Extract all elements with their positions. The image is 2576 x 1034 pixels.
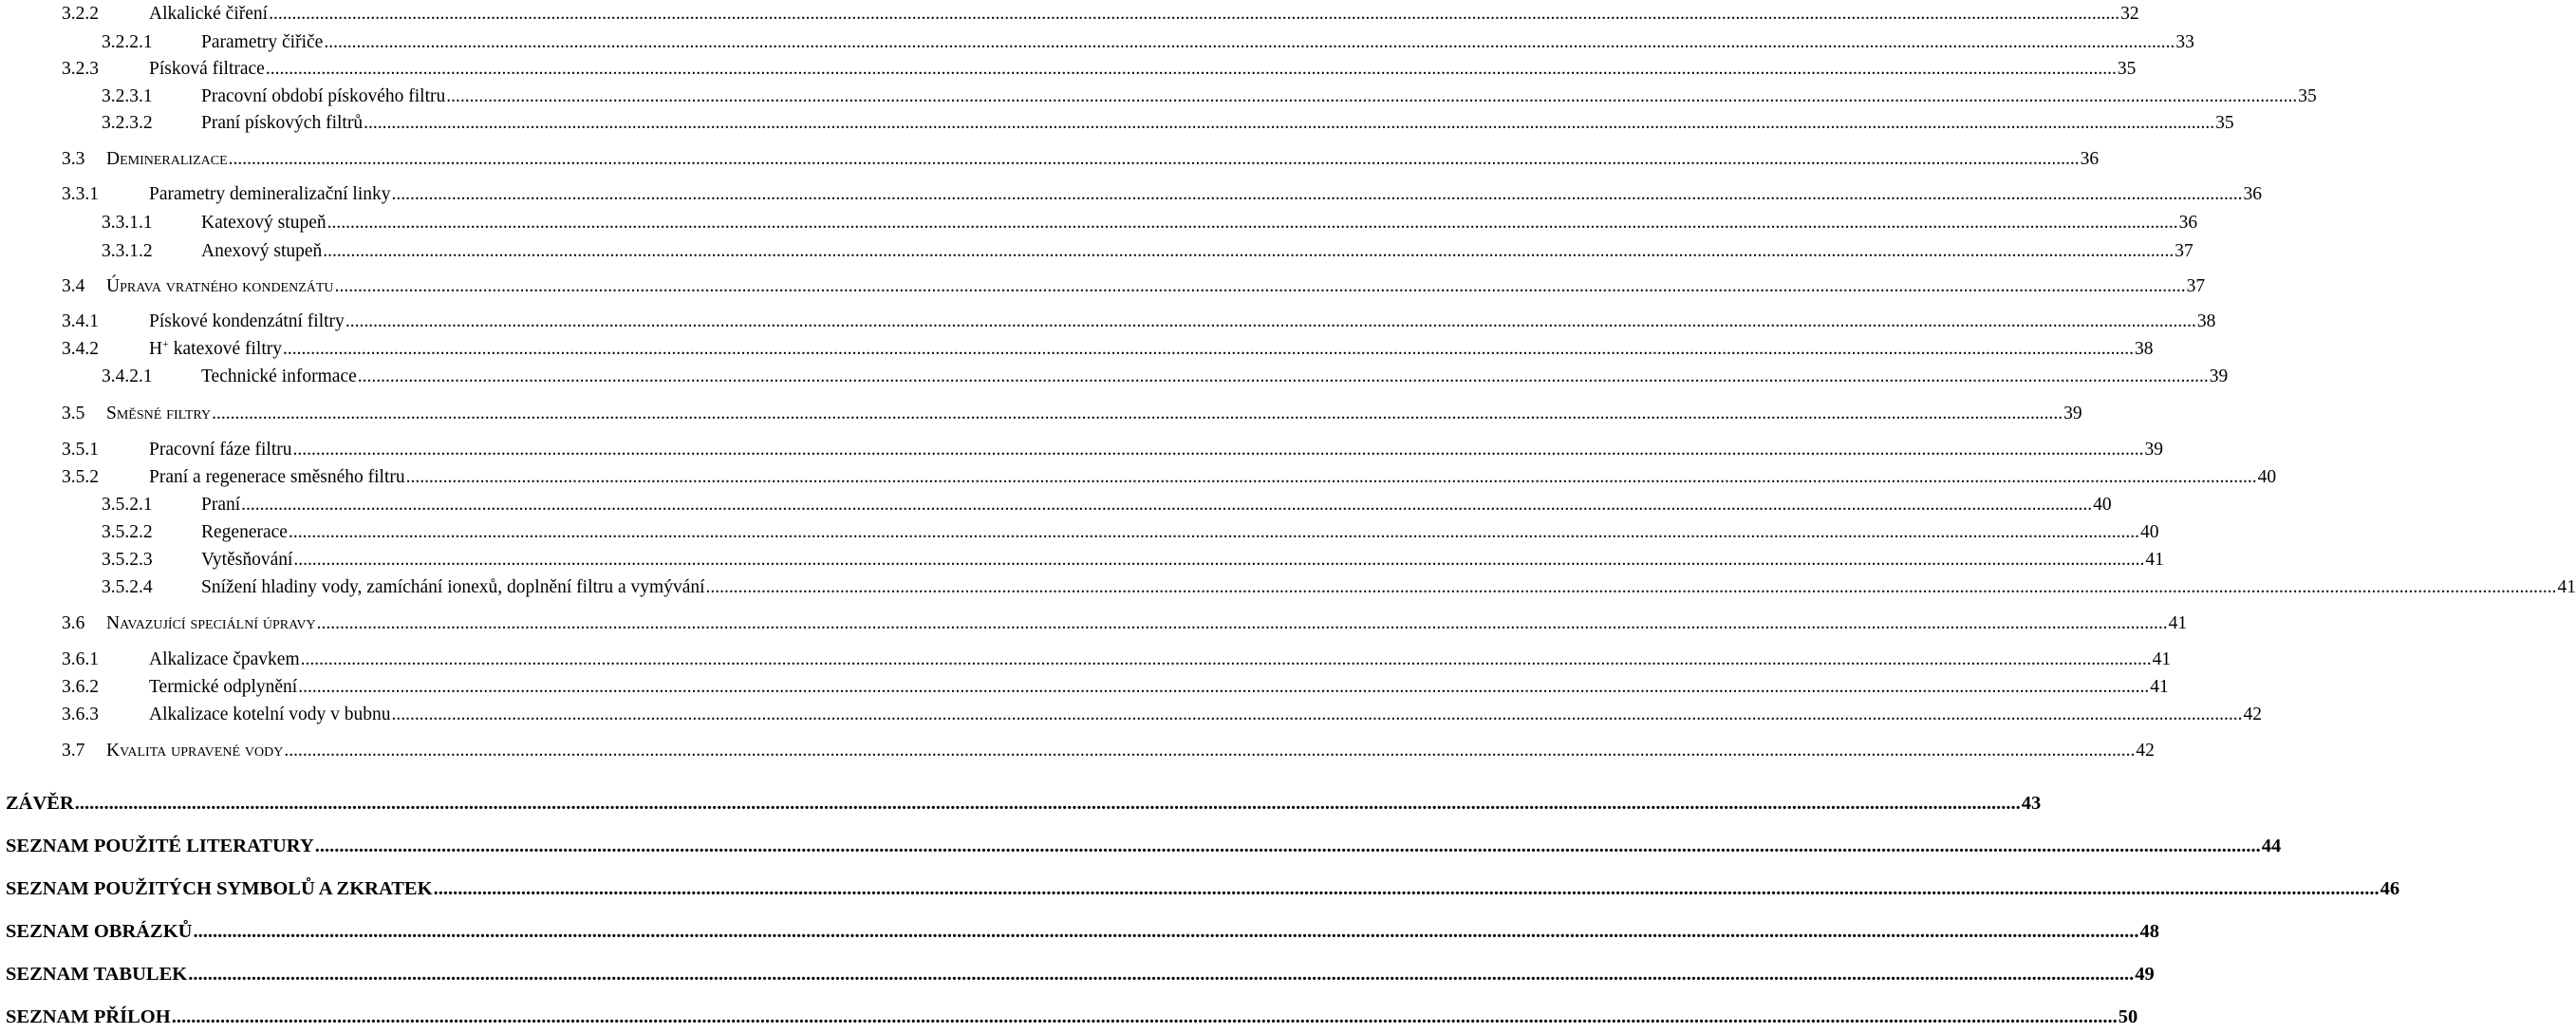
toc-entry-title xyxy=(149,468,405,487)
toc-entry-page-number: 38 xyxy=(2135,338,2154,359)
toc-entry-number: 3.5.1 xyxy=(62,439,99,460)
toc-entry-title xyxy=(201,367,357,386)
toc-dot-leader: ................................................................................................................................................................................................................................................................................................................................................................................................................ xyxy=(446,85,2298,106)
toc-entry-title-text: Pískové kondenzátní filtry xyxy=(149,310,345,331)
toc-entry-number: 3.3.1.1 xyxy=(102,212,153,233)
toc-entry[interactable] xyxy=(0,55,2137,82)
toc-entry[interactable] xyxy=(0,870,2400,902)
toc-entry-title xyxy=(201,551,292,570)
toc-entry-title xyxy=(149,678,297,697)
toc-entry-title-text: SEZNAM POUŽITÉ LITERATURY xyxy=(6,835,314,856)
toc-entry-number: 3.3 xyxy=(62,148,85,169)
toc-entry-page-number: 32 xyxy=(2120,3,2139,24)
toc-entry-number: 3.7 xyxy=(62,740,85,761)
toc-entry-page-number: 37 xyxy=(2186,275,2206,296)
toc-entry-title-text: Praní pískových filtrů xyxy=(201,112,364,133)
toc-entry-title xyxy=(6,837,314,856)
toc-entry[interactable] xyxy=(0,998,2138,1030)
toc-entry-page-number: 41 xyxy=(2168,612,2188,633)
toc-entry[interactable] xyxy=(0,827,2282,859)
toc-entry-number: 3.6.2 xyxy=(62,676,99,697)
toc-entry-page-number: 35 xyxy=(2117,58,2137,79)
toc-entry-title-superscript: + xyxy=(162,336,169,350)
toc-entry-number: 3.4 xyxy=(62,275,85,296)
toc-dot-leader: ................................................................................................................................................................................................................................................................................................................................................................................................................ xyxy=(327,212,2178,233)
toc-entry-number: 3.4.2.1 xyxy=(102,366,153,386)
toc-dot-leader: ................................................................................................................................................................................................................................................................................................................................................................................................................ xyxy=(293,549,2145,570)
toc-entry-number: 3.5 xyxy=(62,403,85,423)
toc-entry-title xyxy=(149,60,265,79)
toc-entry-title xyxy=(149,705,391,724)
toc-entry-page-number: 42 xyxy=(2136,740,2155,761)
toc-entry-title-suffix: katexové filtry xyxy=(168,338,282,359)
toc-entry-title-text: SEZNAM TABULEK xyxy=(6,963,188,985)
toc-entry[interactable] xyxy=(0,83,2317,109)
toc-entry-number: 3.5.2.3 xyxy=(102,549,153,570)
toc-entry-title xyxy=(6,794,74,814)
toc-entry-number: 3.6.1 xyxy=(62,649,99,669)
toc-entry-page-number: 36 xyxy=(2080,148,2100,169)
toc-entry[interactable] xyxy=(0,784,2042,817)
toc-entry-title xyxy=(149,312,345,331)
toc-entry-number: 3.3.1.2 xyxy=(102,240,153,261)
toc-entry[interactable] xyxy=(0,610,2188,636)
toc-dot-leader: ................................................................................................................................................................................................................................................................................................................................................................................................................ xyxy=(188,963,2135,985)
toc-entry[interactable] xyxy=(0,109,2234,136)
toc-entry-title xyxy=(6,965,187,985)
toc-dot-leader: ................................................................................................................................................................................................................................................................................................................................................................................................................ xyxy=(288,521,2139,542)
toc-entry-number: 3.2.2 xyxy=(62,3,99,24)
toc-entry-number: 3.5.2.1 xyxy=(102,494,153,515)
toc-entry-title-text: SEZNAM OBRÁZKŮ xyxy=(6,920,193,942)
toc-dot-leader: ................................................................................................................................................................................................................................................................................................................................................................................................................ xyxy=(74,792,2021,814)
toc-entry-title-text: Demineralizace xyxy=(106,148,228,169)
toc-entry[interactable] xyxy=(0,363,2229,389)
toc-entry[interactable] xyxy=(0,491,2112,517)
toc-entry-title xyxy=(149,336,282,359)
toc-entry-page-number: 35 xyxy=(2298,85,2317,106)
toc-dot-leader: ................................................................................................................................................................................................................................................................................................................................................................................................................ xyxy=(314,835,2261,856)
toc-entry[interactable] xyxy=(0,912,2159,945)
toc-entry[interactable] xyxy=(0,546,2164,573)
toc-entry[interactable] xyxy=(0,518,2159,545)
toc-entry-number: 3.5.2.2 xyxy=(102,521,153,542)
toc-entry[interactable] xyxy=(0,237,2193,264)
toc-dot-leader: ................................................................................................................................................................................................................................................................................................................................................................................................................ xyxy=(241,494,2093,515)
toc-entry[interactable] xyxy=(0,673,2169,700)
toc-entry-title-text: Kvalita upravené vody xyxy=(106,740,284,761)
toc-dot-leader: ................................................................................................................................................................................................................................................................................................................................................................................................................ xyxy=(433,877,2380,899)
toc-entry-title xyxy=(106,614,316,633)
toc-entry[interactable] xyxy=(0,955,2155,987)
toc-entry-page-number: 39 xyxy=(2144,439,2164,460)
toc-entry[interactable] xyxy=(0,436,2164,462)
toc-entry-number: 3.5.2 xyxy=(62,466,99,487)
toc-entry-page-number: 41 xyxy=(2145,549,2164,570)
toc-entry-number: 3.3.1 xyxy=(62,183,99,204)
toc-entry-title-text: Technické informace xyxy=(201,366,357,386)
toc-entry-title xyxy=(201,578,705,597)
toc-entry-title-text: Písková filtrace xyxy=(149,58,265,79)
toc-entry-page-number: 38 xyxy=(2196,310,2216,331)
toc-entry-title xyxy=(201,523,288,542)
toc-entry-page-number: 33 xyxy=(2175,31,2194,52)
toc-entry-number: 3.4.2 xyxy=(62,338,99,359)
toc-entry-title-text: Navazující speciální úpravy xyxy=(106,612,316,633)
toc-entry-title xyxy=(149,185,390,204)
toc-entry-title xyxy=(201,87,445,106)
toc-dot-leader: ................................................................................................................................................................................................................................................................................................................................................................................................................ xyxy=(292,439,2144,460)
toc-entry-page-number: 40 xyxy=(2139,521,2159,542)
toc-entry-page-number: 37 xyxy=(2175,240,2193,261)
toc-entry[interactable] xyxy=(0,0,2139,27)
toc-entry[interactable] xyxy=(0,335,2154,362)
toc-entry-title xyxy=(201,242,322,261)
toc-entry-page-number: 42 xyxy=(2243,704,2263,724)
toc-entry-title-text: Parametry čiřiče xyxy=(201,31,324,52)
toc-entry-title xyxy=(106,742,283,761)
toc-entry[interactable] xyxy=(0,273,2206,299)
toc-entry-number: 3.2.3.1 xyxy=(102,85,153,106)
toc-entry-page-number: 36 xyxy=(2243,183,2262,204)
toc-entry-title xyxy=(106,150,228,169)
toc-entry[interactable] xyxy=(0,573,2576,600)
toc-dot-leader: ................................................................................................................................................................................................................................................................................................................................................................................................................ xyxy=(300,649,2152,669)
toc-entry-page-number: 40 xyxy=(2257,466,2277,487)
toc-dot-leader: ................................................................................................................................................................................................................................................................................................................................................................................................................ xyxy=(357,366,2209,386)
toc-entry[interactable] xyxy=(0,145,2100,172)
toc-entry[interactable] xyxy=(0,646,2172,672)
toc-entry[interactable] xyxy=(0,308,2216,334)
toc-entry-number: 3.4.1 xyxy=(62,310,99,331)
toc-entry[interactable] xyxy=(0,463,2277,490)
toc-entry-page-number: 46 xyxy=(2380,877,2400,899)
toc-entry-title-text: H xyxy=(149,338,163,359)
toc-dot-leader: ................................................................................................................................................................................................................................................................................................................................................................................................................ xyxy=(228,148,2080,169)
toc-entry-title xyxy=(149,650,300,669)
toc-entry-title-text: Praní a regenerace směsného filtru xyxy=(149,466,405,487)
toc-entry-title-text: SEZNAM POUŽITÝCH SYMBOLŮ A ZKRATEK xyxy=(6,877,433,899)
toc-entry[interactable] xyxy=(0,400,2082,426)
toc-entry-page-number: 39 xyxy=(2209,366,2229,386)
toc-dot-leader: ................................................................................................................................................................................................................................................................................................................................................................................................................ xyxy=(269,3,2120,24)
toc-entry-title-text: Alkalické čiření xyxy=(149,3,269,24)
toc-dot-leader: ................................................................................................................................................................................................................................................................................................................................................................................................................ xyxy=(298,676,2150,697)
toc-entry-title-text: Vytěsňování xyxy=(201,549,293,570)
toc-entry-page-number: 40 xyxy=(2093,494,2112,515)
toc-entry-page-number: 41 xyxy=(2150,676,2169,697)
toc-dot-leader: ................................................................................................................................................................................................................................................................................................................................................................................................................ xyxy=(193,920,2139,942)
toc-entry-number: 3.2.3.2 xyxy=(102,112,153,133)
toc-entry-title-text: Pracovní období pískového filtru xyxy=(201,85,446,106)
toc-dot-leader: ................................................................................................................................................................................................................................................................................................................................................................................................................ xyxy=(364,112,2215,133)
toc-entry-title-text: Snížení hladiny vody, zamíchání ionexů, doplnění filtru a vymývání xyxy=(201,576,705,597)
toc-entry-page-number: 35 xyxy=(2215,112,2234,133)
toc-entry-title-text: Praní xyxy=(201,494,241,515)
toc-entry-title xyxy=(149,5,268,24)
toc-entry[interactable] xyxy=(0,209,2198,235)
toc-entry-title xyxy=(201,114,363,133)
toc-entry-page-number: 43 xyxy=(2021,792,2042,814)
toc-entry-title-text: Katexový stupeň xyxy=(201,212,327,233)
toc-entry-title xyxy=(106,404,211,423)
toc-entry-title-text: Alkalizace kotelní vody v bubnu xyxy=(149,704,391,724)
toc-dot-leader: ................................................................................................................................................................................................................................................................................................................................................................................................................ xyxy=(405,466,2257,487)
toc-entry-page-number: 48 xyxy=(2139,920,2159,942)
toc-entry-title-text: Termické odplynění xyxy=(149,676,298,697)
toc-entry-title xyxy=(6,1007,171,1027)
toc-dot-leader: ................................................................................................................................................................................................................................................................................................................................................................................................................ xyxy=(212,403,2063,423)
toc-entry-title-text: Parametry demineralizační linky xyxy=(149,183,391,204)
toc-dot-leader: ................................................................................................................................................................................................................................................................................................................................................................................................................ xyxy=(283,338,2134,359)
toc-entry-title-text: Směsné filtry xyxy=(106,403,212,423)
toc-entry-title-text: Úprava vratného kondenzátu xyxy=(106,275,334,296)
toc-entry[interactable] xyxy=(0,180,2262,207)
toc-entry-page-number: 44 xyxy=(2261,835,2282,856)
toc-dot-leader: ................................................................................................................................................................................................................................................................................................................................................................................................................ xyxy=(391,183,2243,204)
toc-entry-title xyxy=(201,496,240,515)
toc-entry-title xyxy=(201,33,323,52)
toc-entry-page-number: 50 xyxy=(2118,1006,2138,1027)
toc-entry-number: 3.2.2.1 xyxy=(102,31,153,52)
toc-entry-title xyxy=(6,879,433,899)
toc-dot-leader: ................................................................................................................................................................................................................................................................................................................................................................................................................ xyxy=(171,1006,2118,1027)
toc-entry-page-number: 36 xyxy=(2178,212,2198,233)
toc-entry-title xyxy=(149,441,292,460)
toc-entry-page-number: 41 xyxy=(2557,576,2576,597)
toc-entry-title xyxy=(106,277,334,296)
toc-entry[interactable] xyxy=(0,701,2263,727)
toc-entry-page-number: 49 xyxy=(2135,963,2155,985)
toc-entry-title-text: Alkalizace čpavkem xyxy=(149,649,300,669)
toc-entry-page-number: 41 xyxy=(2152,649,2172,669)
toc-dot-leader: ................................................................................................................................................................................................................................................................................................................................................................................................................ xyxy=(345,310,2196,331)
toc-dot-leader: ................................................................................................................................................................................................................................................................................................................................................................................................................ xyxy=(265,58,2117,79)
toc-entry-title-text: ZÁVĚR xyxy=(6,792,74,814)
toc-entry-title-text: SEZNAM PŘÍLOH xyxy=(6,1006,171,1027)
toc-dot-leader: ................................................................................................................................................................................................................................................................................................................................................................................................................ xyxy=(323,240,2175,261)
toc-entry-title-text: Pracovní fáze filtru xyxy=(149,439,292,460)
toc-entry-title-text: Regenerace xyxy=(201,521,288,542)
toc-entry-title xyxy=(201,214,327,233)
toc-dot-leader: ................................................................................................................................................................................................................................................................................................................................................................................................................ xyxy=(391,704,2243,724)
toc-dot-leader: ................................................................................................................................................................................................................................................................................................................................................................................................................ xyxy=(284,740,2136,761)
toc-dot-leader: ................................................................................................................................................................................................................................................................................................................................................................................................................ xyxy=(324,31,2175,52)
toc-entry-number: 3.6.3 xyxy=(62,704,99,724)
toc-entry[interactable] xyxy=(0,28,2194,55)
toc-dot-leader: ................................................................................................................................................................................................................................................................................................................................................................................................................ xyxy=(705,576,2557,597)
toc-entry-title-text: Anexový stupeň xyxy=(201,240,323,261)
toc-dot-leader: ................................................................................................................................................................................................................................................................................................................................................................................................................ xyxy=(316,612,2168,633)
toc-entry-page-number: 39 xyxy=(2063,403,2082,423)
toc-entry-number: 3.6 xyxy=(62,612,85,633)
toc-entry-title xyxy=(6,922,192,942)
toc-entry-number: 3.2.3 xyxy=(62,58,99,79)
toc-entry[interactable] xyxy=(0,737,2155,763)
toc-dot-leader: ................................................................................................................................................................................................................................................................................................................................................................................................................ xyxy=(334,275,2186,296)
toc-entry-number: 3.5.2.4 xyxy=(102,576,153,597)
